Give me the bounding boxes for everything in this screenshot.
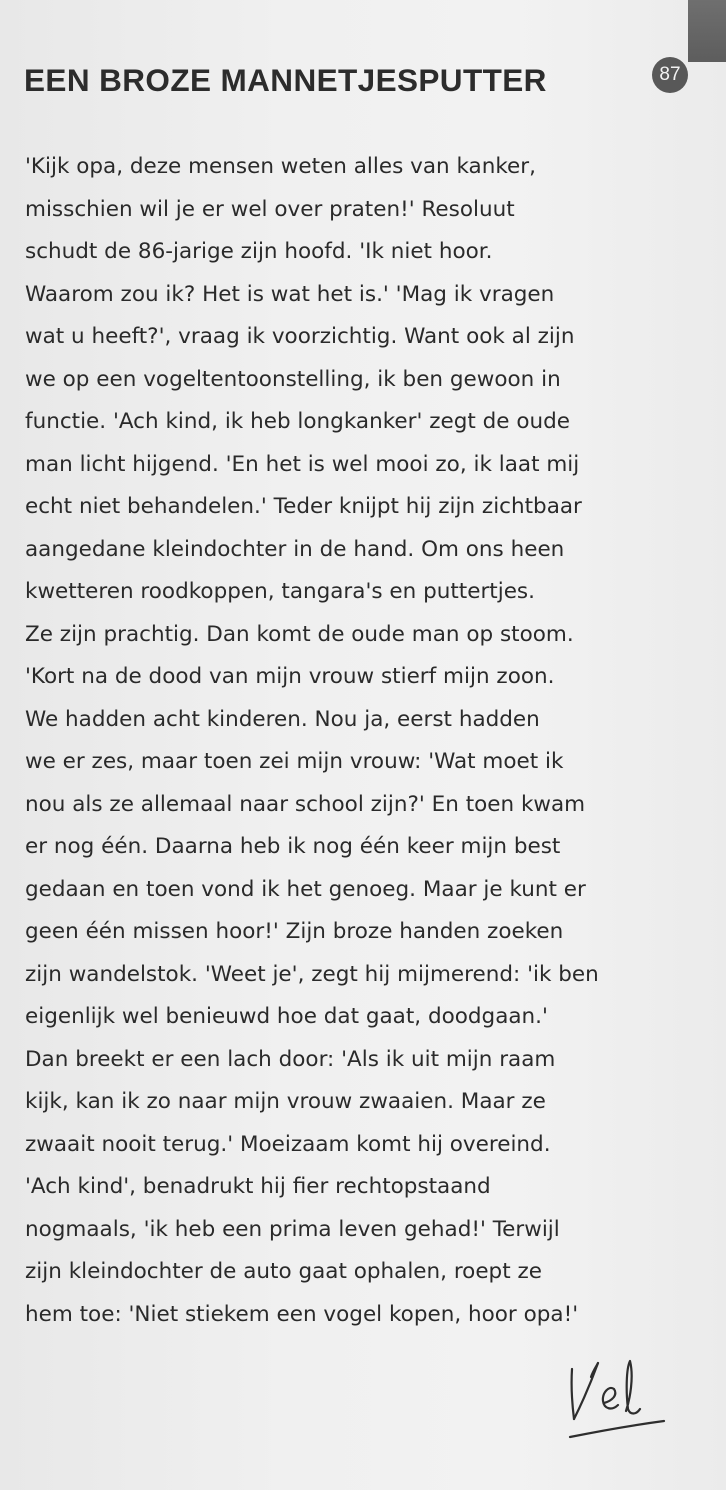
body-line: aangedane kleindochter in de hand. Om ons heen (25, 536, 565, 562)
handwritten-signature (560, 1355, 680, 1450)
article-title: EEN BROZE MANNETJESPUTTER (24, 62, 547, 98)
body-line: schudt de 86-jarige zijn hoofd. 'Ik niet hoor. (25, 239, 493, 264)
body-line: man licht hijgend. 'En het is wel mooi zo, ik laat mij (25, 451, 580, 477)
body-line: nogmaals, 'ik heb een prima leven gehad!' Terwijl (25, 1216, 560, 1242)
body-line: misschien wil je er wel over praten!' Resoluut (25, 196, 515, 222)
body-line: kijk, kan ik zo naar mijn vrouw zwaaien. Maar ze (25, 1089, 546, 1114)
body-line: geen één missen hoor!' Zijn broze handen zoeken (25, 919, 564, 944)
body-line: nou als ze allemaal naar school zijn?' En toen kwam (25, 791, 586, 817)
body-line: zijn kleindochter de auto gaat ophalen, roept ze (25, 1259, 542, 1284)
body-line: Dan breekt er een lach door: 'Als ik uit mijn raam (25, 1046, 556, 1072)
body-line: gedaan en toen vond ik het genoeg. Maar je kunt er (25, 876, 586, 902)
page-edge-tab (688, 0, 726, 62)
body-line: echt niet behandelen.' Teder knijpt hij zijn zichtbaar (25, 494, 582, 519)
body-line: Waarom zou ik? Het is wat het is.' 'Mag ik vragen (25, 281, 555, 307)
body-line: hem toe: 'Niet stiekem een vogel kopen, hoor opa!' (25, 1301, 579, 1327)
body-line: er nog één. Daarna heb ik nog één keer mijn best (25, 834, 561, 859)
body-line: We hadden acht kinderen. Nou ja, eerst hadden (25, 706, 540, 732)
body-line: we er zes, maar toen zei mijn vrouw: 'Wat moet ik (25, 749, 564, 774)
page-number-badge: 87 (652, 57, 688, 93)
body-line: wat u heeft?', vraag ik voorzichtig. Want ook al zijn (25, 324, 575, 349)
body-line: 'Kort na de dood van mijn vrouw stierf mijn zoon. (25, 664, 555, 689)
body-line: zijn wandelstok. 'Weet je', zegt hij mijmerend: 'ik ben (25, 961, 599, 987)
article-body (25, 146, 715, 1336)
body-line: functie. 'Ach kind, ik heb longkanker' zegt de oude (25, 409, 570, 434)
body-line: kwetteren roodkoppen, tangara's en puttertjes. (25, 579, 535, 604)
body-line: zwaait nooit terug.' Moeizaam komt hij overeind. (25, 1131, 551, 1157)
body-line: 'Kijk opa, deze mensen weten alles van kanker, (25, 154, 536, 179)
body-line: we op een vogeltentoonstelling, ik ben gewoon in (25, 366, 561, 392)
body-line: Ze zijn prachtig. Dan komt de oude man op stoom. (25, 621, 574, 647)
body-line: 'Ach kind', benadrukt hij fier rechtopstaand (25, 1174, 491, 1199)
body-line: eigenlijk wel benieuwd hoe dat gaat, doodgaan.' (25, 1004, 548, 1029)
